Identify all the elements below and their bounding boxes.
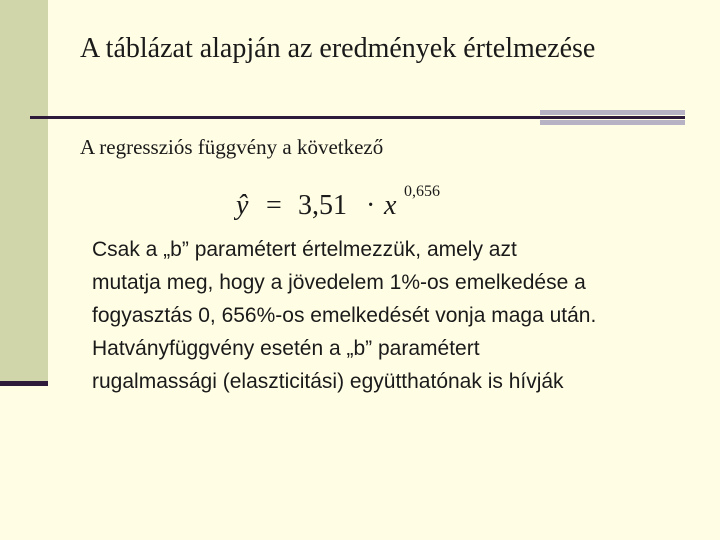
- left-decorative-bar: [0, 0, 48, 381]
- formula-lhs: ŷ: [236, 190, 249, 221]
- formula-coefficient: 3,51: [298, 190, 347, 221]
- body-line: rugalmassági (elaszticitási) együtthatónak is hívják: [92, 370, 564, 393]
- formula-variable: x: [384, 190, 397, 221]
- subtitle: A regressziós függvény a következő: [80, 135, 384, 159]
- formula-equals: =: [266, 190, 282, 221]
- title-rule-accent-bottom: [540, 120, 685, 125]
- formula-exponent: 0,656: [404, 183, 440, 200]
- body-line: Hatványfüggvény esetén a „b” paramétert: [92, 337, 480, 360]
- body-text: [92, 233, 692, 398]
- title-rule-accent-top: [540, 110, 685, 115]
- formula-dot: ·: [366, 190, 376, 221]
- title-rule: [30, 116, 685, 119]
- body-line: Csak a „b” paramétert értelmezzük, amely azt: [92, 238, 517, 261]
- body-line: mutatja meg, hogy a jövedelem 1%-os emelkedése a: [92, 271, 586, 294]
- left-bar-accent: [0, 381, 48, 386]
- regression-formula: [234, 178, 474, 226]
- slide-title: A táblázat alapján az eredmények értelmezése: [80, 33, 596, 64]
- body-line: fogyasztás 0, 656%-os emelkedését vonja maga után.: [92, 304, 597, 327]
